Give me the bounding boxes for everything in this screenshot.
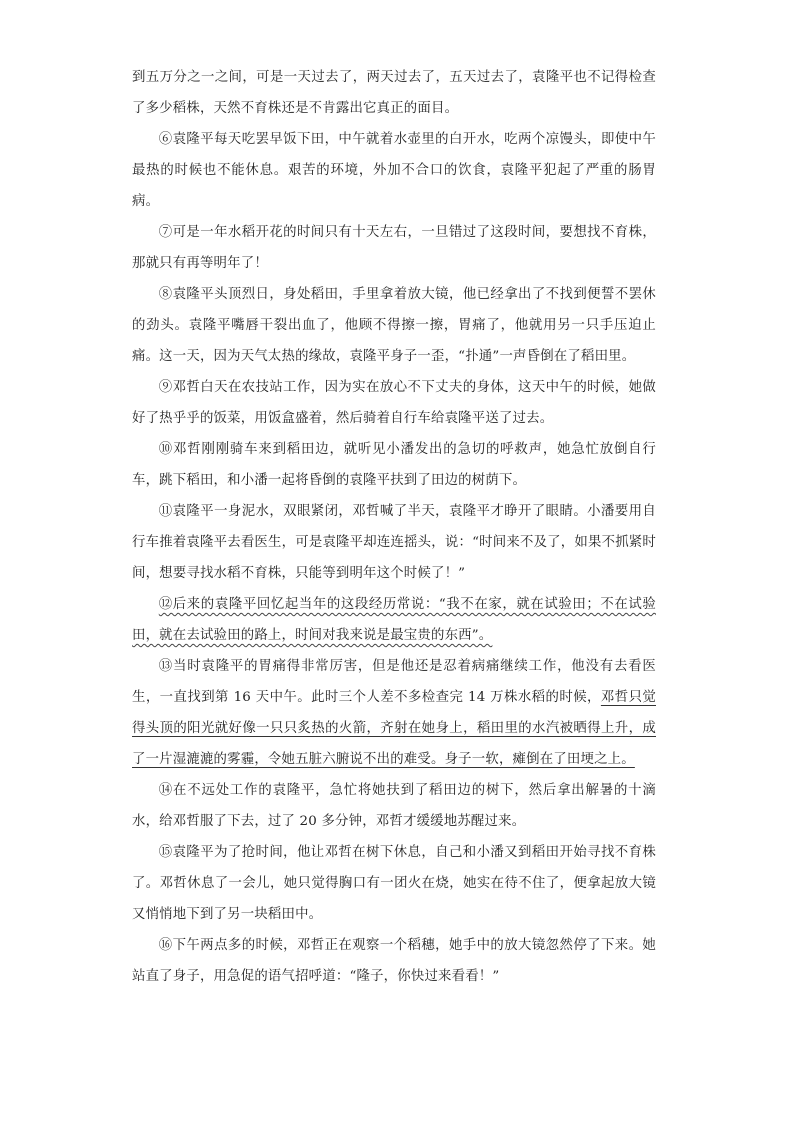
paragraph-continued: 到五万分之一之间，可是一天过去了，两天过去了，五天过去了，袁隆平也不记得检查了多少稻株，天然不育株还是不肯露出它真正的面目。 bbox=[132, 70, 656, 116]
wavy-underlined-quote: ⑫后来的袁隆平回忆起当年的这段经历常说：“我不在家，就在试验田；不在试验田，就在去试验田的路上，时间对我来说是最宝贵的东西”。 bbox=[132, 597, 656, 643]
paragraph-6: ⑥袁隆平每天吃罢早饭下田，中午就着水壶里的白开水，吃两个凉馒头，即使中午最热的时候也不能休息。艰苦的环境，外加不合口的饮食，袁隆平犯起了严重的肠胃病。 bbox=[132, 132, 656, 209]
paragraph-13 bbox=[132, 651, 656, 775]
paragraph-7: ⑦可是一年水稻开花的时间只有十天左右，一旦错过了这段时间，要想找不育株，那就只有再等明年了！ bbox=[132, 225, 656, 271]
paragraph-8: ⑧袁隆平头顶烈日，身处稻田，手里拿着放大镜，他已经拿出了不找到便誓不罢休的劲头。袁隆平嘴唇干裂出血了，他顾不得擦一擦，胃痛了，他就用另一只手压迫止痛。这一天，因为天气太热的缘故，袁隆平身子一歪，“扑通”一声昏倒在了稻田里。 bbox=[132, 287, 656, 364]
paragraph-16: ⑯下午两点多的时候，邓哲正在观察一个稻穗，她手中的放大镜忽然停了下来。她站直了身子，用急促的语气招呼道：“隆子，你快过来看看！” bbox=[132, 938, 656, 984]
paragraph-14: ⑭在不远处工作的袁隆平，急忙将她扶到了稻田边的树下，然后拿出解暑的十滴水，给邓哲服了下去，过了 20 多分钟，邓哲才缓缓地苏醒过来。 bbox=[132, 783, 656, 829]
paragraph-15: ⑮袁隆平为了抢时间，他让邓哲在树下休息，自己和小潘又到稻田开始寻找不育株了。邓哲休息了一会儿，她只觉得胸口有一团火在烧，她实在待不住了，便拿起放大镜又悄悄地下到了另一块稻田中。 bbox=[132, 845, 656, 922]
paragraph-9: ⑨邓哲白天在农技站工作，因为实在放心不下丈夫的身体，这天中午的时候，她做好了热乎乎的饭菜，用饭盒盛着，然后骑着自行车给袁隆平送了过去。 bbox=[132, 380, 656, 426]
paragraph-11: ⑪袁隆平一身泥水，双眼紧闭，邓哲喊了半天，袁隆平才睁开了眼睛。小潘要用自行车推着袁隆平去看医生，可是袁隆平却连连摇头，说：“时间来不及了，如果不抓紧时间，想要寻找水稻不育株，只能等到明年这个时候了！” bbox=[132, 504, 656, 581]
paragraph-13-plain-text: ⑬当时袁隆平的胃痛得非常厉害，但是他还是忍着病痛继续工作，他没有去看医生，一直找到第 16 天中午。此时三个人差不多检查完 14 万株水稻的时候， bbox=[132, 659, 656, 705]
article-body bbox=[132, 62, 656, 992]
paragraph-10: ⑩邓哲刚刚骑车来到稻田边，就听见小潘发出的急切的呼救声，她急忙放倒自行车，跳下稻田，和小潘一起将昏倒的袁隆平扶到了田边的树荫下。 bbox=[132, 442, 656, 488]
paragraph-12 bbox=[132, 589, 656, 651]
underlined-passage: 邓哲只觉得头顶的阳光就好像一只只炙热的火箭，齐射在她身上，稻田里的水汽被晒得上升，成了一片湿漉漉的雾霾，令她五脏六腑说不出的难受。身子一软，瘫倒在了田埂之上。 bbox=[132, 690, 656, 767]
